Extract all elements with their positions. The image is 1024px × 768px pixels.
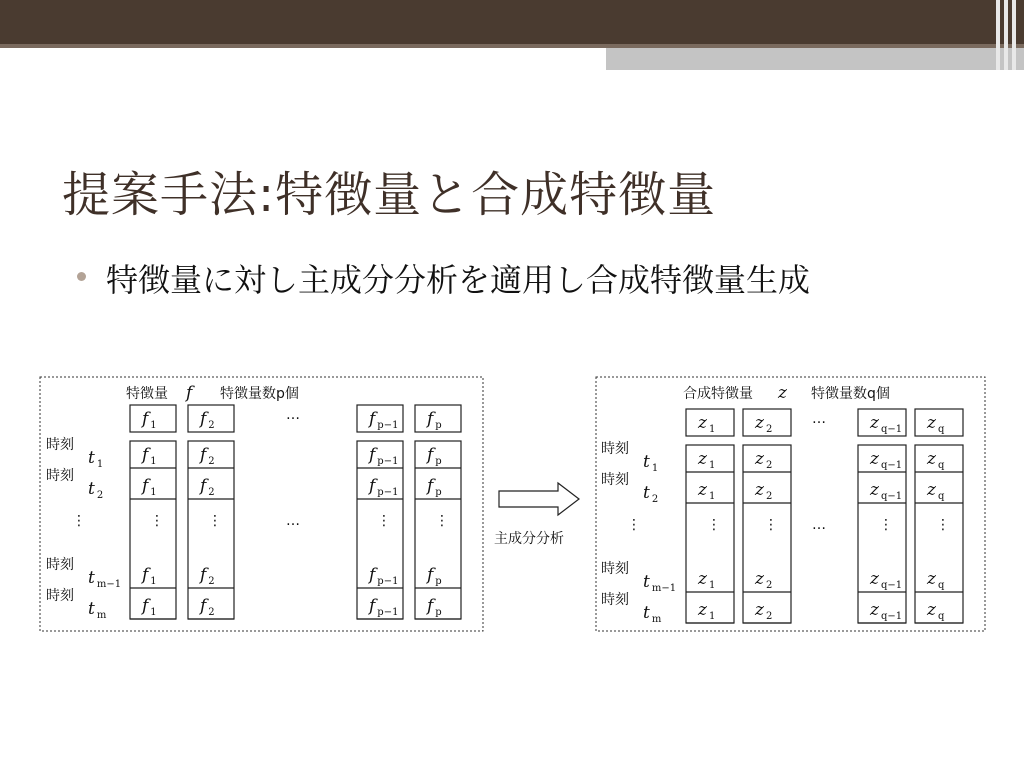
composite-cell-label: z $_1$: [698, 480, 716, 502]
composite-cell-label: z $_q$: [927, 600, 945, 622]
composite-header-cell-label: z $_{q-1}$: [870, 413, 903, 435]
feature-cell-label: f $_1$: [142, 445, 157, 467]
composite-cell-label: z $_1$: [698, 449, 716, 471]
feature-cell-label: f $_2$: [200, 565, 215, 587]
composite-header-var: z: [778, 383, 787, 403]
composite-cell-label: z $_1$: [698, 600, 716, 622]
pca-arrow: [494, 483, 579, 547]
time-row-label: 時刻: [46, 557, 74, 573]
ellipsis-h: …: [286, 407, 300, 423]
feature-cell-label: f $_{p-1}$: [369, 476, 399, 498]
composite-cell-label: z $_1$: [698, 569, 716, 591]
composite-cell-label: z $_{q-1}$: [870, 600, 903, 622]
composite-cell-label: z $_{q-1}$: [870, 480, 903, 502]
ellipsis-v: ⋮: [150, 513, 164, 529]
feature-header-cell-label: f $_2$: [200, 409, 215, 431]
feature-cell-label: f $_1$: [142, 476, 157, 498]
feature-cell-label: f $_2$: [200, 596, 215, 618]
composite-cell-label: z $_q$: [927, 569, 945, 591]
ellipsis-h: …: [812, 411, 826, 427]
ellipsis-h: …: [812, 517, 826, 533]
feature-cell-label: f $_{p-1}$: [369, 565, 399, 587]
composite-panel: [596, 377, 985, 631]
bullet-text: 特徴量に対し主成分分析を適用し合成特徴量生成: [106, 261, 811, 299]
ellipsis-v: ⋮: [764, 517, 778, 533]
composite-header-cell-label: z $_q$: [927, 413, 945, 435]
composite-cell-label: z $_{q-1}$: [870, 569, 903, 591]
feature-cell-label: f $_1$: [142, 596, 157, 618]
time-var-label: t $_1$: [88, 448, 104, 470]
time-row-label: 時刻: [601, 441, 629, 457]
composite-cell-label: z $_q$: [927, 449, 945, 471]
composite-cell-label: z $_{q-1}$: [870, 449, 903, 471]
composite-count-label: 特徴量数q個: [811, 386, 890, 402]
ellipsis-v: ⋮: [879, 517, 893, 533]
time-row-label: 時刻: [46, 588, 74, 604]
feature-cell-label: f $_1$: [142, 565, 157, 587]
feature-header-cell-label: f $_p$: [427, 409, 442, 431]
feature-count-label: 特徴量数p個: [220, 386, 299, 402]
feature-cell-label: f $_p$: [427, 596, 442, 618]
ellipsis-v: ⋮: [208, 513, 222, 529]
time-var-label: t $_m$: [88, 599, 107, 621]
time-var-label: t $_{m-1}$: [643, 572, 677, 594]
time-row-label: 時刻: [46, 468, 74, 484]
ellipsis-v: ⋮: [435, 513, 449, 529]
ellipsis-v: ⋮: [707, 517, 721, 533]
feature-cell-label: f $_2$: [200, 445, 215, 467]
ellipsis-v: ⋮: [72, 513, 86, 529]
composite-cell-label: z $_q$: [927, 480, 945, 502]
slide-title: 提案手法:特徴量と合成特徴量: [62, 167, 717, 223]
feature-cell-label: f $_2$: [200, 476, 215, 498]
pca-arrow-shape: [499, 483, 579, 515]
ellipsis-v: ⋮: [627, 517, 641, 533]
time-var-label: t $_m$: [643, 603, 662, 625]
composite-grid: [601, 409, 963, 625]
time-var-label: t $_2$: [88, 479, 104, 501]
time-var-label: t $_1$: [643, 452, 659, 474]
composite-cell-label: z $_2$: [755, 600, 773, 622]
feature-cell-label: f $_p$: [427, 445, 442, 467]
composite-header-cell-label: z $_1$: [698, 413, 716, 435]
feature-header-label: 特徴量: [126, 386, 168, 402]
feature-cell-label: f $_{p-1}$: [369, 596, 399, 618]
feature-panel: [40, 377, 483, 631]
composite-header-label: 合成特徴量: [683, 386, 753, 402]
feature-header-cell-label: f $_{p-1}$: [369, 409, 399, 431]
composite-cell-label: z $_2$: [755, 480, 773, 502]
feature-cell-label: f $_p$: [427, 565, 442, 587]
feature-grid: [46, 405, 461, 621]
ellipsis-h: …: [286, 513, 300, 529]
feature-header-cell-label: f $_1$: [142, 409, 157, 431]
feature-cell-label: f $_p$: [427, 476, 442, 498]
composite-header-cell-label: z $_2$: [755, 413, 773, 435]
feature-cell-label: f $_{p-1}$: [369, 445, 399, 467]
ellipsis-v: ⋮: [377, 513, 391, 529]
time-row-label: 時刻: [601, 592, 629, 608]
time-row-label: 時刻: [601, 561, 629, 577]
feature-header-var: f: [186, 383, 193, 403]
pca-arrow-label: 主成分分析: [494, 531, 564, 547]
time-row-label: 時刻: [46, 437, 74, 453]
time-var-label: t $_2$: [643, 483, 659, 505]
composite-cell-label: z $_2$: [755, 449, 773, 471]
ellipsis-v: ⋮: [936, 517, 950, 533]
composite-cell-label: z $_2$: [755, 569, 773, 591]
time-var-label: t $_{m-1}$: [88, 568, 122, 590]
time-row-label: 時刻: [601, 472, 629, 488]
